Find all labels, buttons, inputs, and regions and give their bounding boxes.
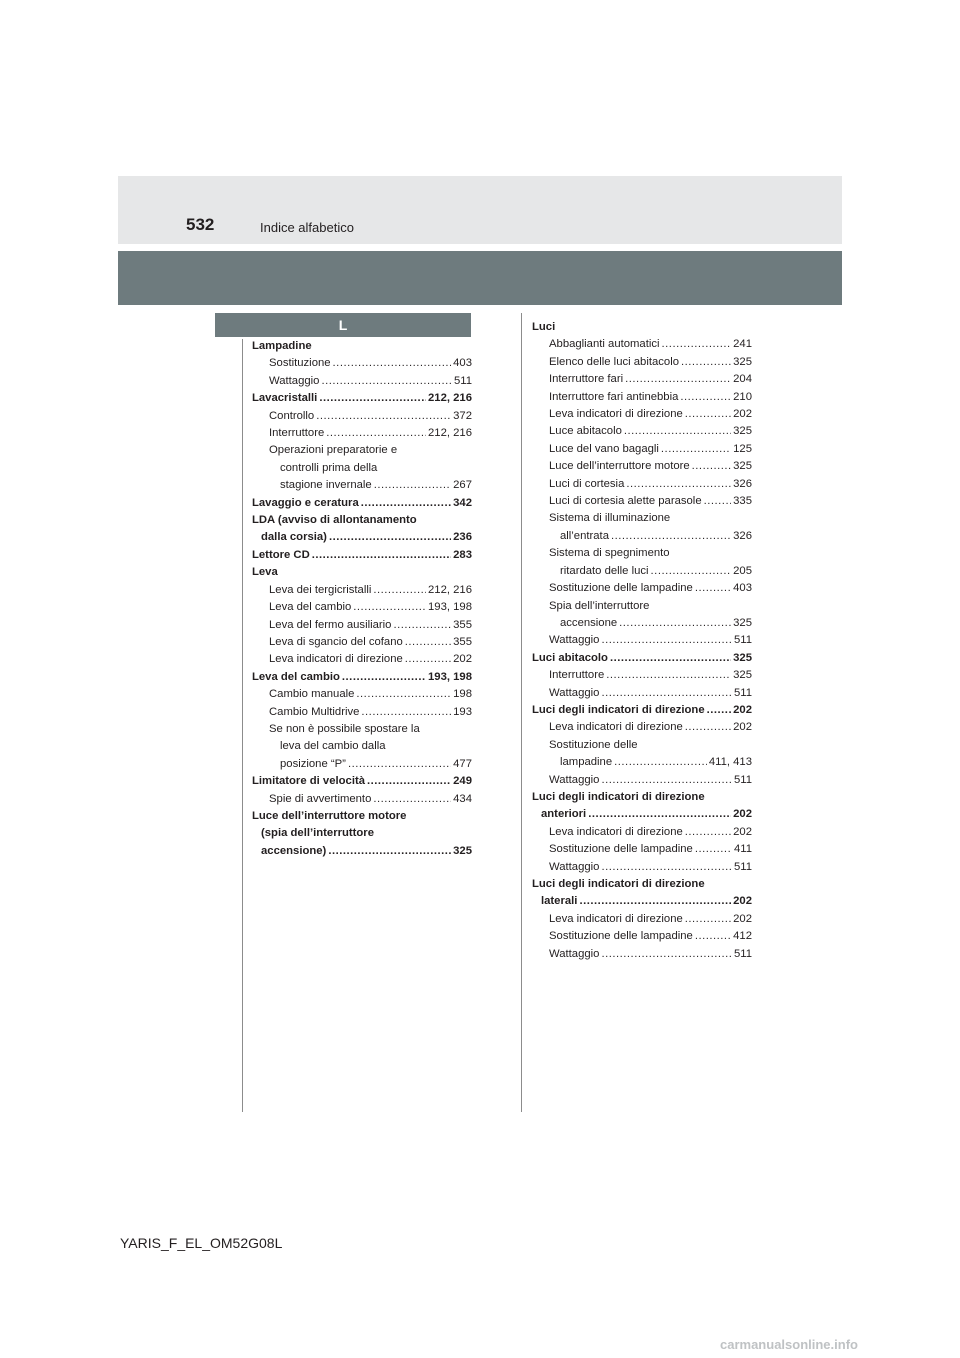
index-entry-page[interactable]: 202: [733, 912, 752, 925]
index-entry-label: Sostituzione: [269, 357, 331, 370]
index-heading: [532, 598, 752, 615]
dot-leader: [588, 806, 731, 823]
index-entry-page[interactable]: 193, 198: [428, 601, 472, 614]
index-entry-label: Elenco delle luci abitacolo: [549, 355, 679, 368]
index-entry-label: posizione “P”: [280, 757, 346, 770]
index-entry-label: Sostituzione delle lampadine: [549, 930, 693, 943]
index-entry-label: laterali: [541, 895, 578, 908]
dot-leader: [601, 772, 732, 789]
index-entry-page[interactable]: 326: [733, 477, 752, 490]
index-entry: [532, 389, 752, 406]
index-entry-page[interactable]: 511: [733, 860, 752, 873]
index-entry-label: Lavacristalli: [252, 392, 318, 405]
dot-leader: [685, 824, 731, 841]
index-entry: [252, 547, 472, 564]
watermark: carmanualsonline.info: [720, 1337, 858, 1352]
dot-leader: [321, 373, 452, 390]
index-entry: [252, 529, 472, 546]
index-entry-label: Leva indicatori di direzione: [549, 408, 683, 421]
dot-leader: [626, 476, 731, 493]
dot-leader: [374, 477, 451, 494]
index-entry: [532, 946, 752, 963]
index-heading: [252, 738, 472, 755]
index-entry-label: Wattaggio: [549, 860, 600, 873]
index-entry-page[interactable]: 193, 198: [428, 670, 472, 683]
index-entry-page[interactable]: 212, 216: [428, 392, 472, 405]
index-entry-label: Sostituzione delle: [549, 738, 638, 751]
index-entry: [532, 632, 752, 649]
dot-leader: [328, 843, 451, 860]
index-entry-label: Leva dei tergicristalli: [269, 583, 372, 596]
index-entry-page[interactable]: 511: [733, 634, 752, 647]
index-entry: [532, 841, 752, 858]
index-entry-page[interactable]: 335: [733, 495, 752, 508]
dot-leader: [367, 773, 451, 790]
index-entry: [532, 528, 752, 545]
index-entry-page[interactable]: 202: [733, 408, 752, 421]
index-entry: [252, 773, 472, 790]
index-entry-page[interactable]: 411, 413: [708, 756, 752, 769]
index-entry: [532, 859, 752, 876]
index-entry: [532, 336, 752, 353]
dot-leader: [373, 582, 426, 599]
dot-leader: [651, 563, 732, 580]
index-entry-page[interactable]: 212, 216: [428, 583, 472, 596]
section-letter-tab: L: [215, 313, 471, 337]
dot-leader: [361, 495, 451, 512]
index-entry: [532, 702, 752, 719]
index-entry: [252, 704, 472, 721]
dot-leader: [342, 669, 426, 686]
header-band: [118, 251, 842, 305]
index-heading: [252, 460, 472, 477]
index-entry-page[interactable]: 403: [453, 357, 472, 370]
index-entry-page[interactable]: 236: [453, 531, 472, 544]
index-entry-page[interactable]: 202: [733, 721, 752, 734]
index-entry: [532, 580, 752, 597]
dot-leader: [356, 686, 451, 703]
index-entry-page[interactable]: 434: [453, 792, 472, 805]
index-entry-label: leva del cambio dalla: [280, 740, 386, 753]
index-entry-label: Interruttore fari: [549, 373, 624, 386]
dot-leader: [611, 528, 731, 545]
index-entry-label: Spia dell’interruttore: [549, 599, 650, 612]
dot-leader: [353, 599, 426, 616]
index-entry-page[interactable]: 372: [453, 409, 472, 422]
index-entry: [532, 806, 752, 823]
dot-leader: [662, 336, 732, 353]
index-entry-label: Luci degli indicatori di direzione: [532, 790, 705, 803]
index-entry-page[interactable]: 325: [733, 651, 752, 664]
index-entry-label: Leva indicatori di direzione: [549, 912, 683, 925]
dot-leader: [680, 389, 731, 406]
index-entry-label: Cambio manuale: [269, 688, 355, 701]
dot-leader: [614, 754, 707, 771]
index-entry-label: controlli prima della: [280, 461, 378, 474]
index-entry-page[interactable]: 205: [733, 564, 752, 577]
index-heading: [532, 510, 752, 527]
index-entry-page[interactable]: 325: [453, 844, 472, 857]
dot-leader: [601, 685, 732, 702]
index-entry-page[interactable]: 326: [733, 529, 752, 542]
index-entry-label: Leva: [252, 566, 278, 579]
index-entry: [532, 650, 752, 667]
index-entry: [532, 754, 752, 771]
index-heading: [532, 737, 752, 754]
dot-leader: [685, 406, 731, 423]
index-entry-label: Wattaggio: [549, 773, 600, 786]
dot-leader: [405, 651, 451, 668]
dot-leader: [373, 791, 451, 808]
dot-leader: [695, 841, 732, 858]
index-entry-label: Limitatore di velocità: [252, 775, 365, 788]
index-heading: [252, 564, 472, 581]
index-entry-label: Interruttore: [549, 669, 605, 682]
index-entry-page[interactable]: 411: [733, 843, 752, 856]
index-entry-label: Sostituzione delle lampadine: [549, 582, 693, 595]
dot-leader: [393, 617, 451, 634]
index-column-left: [252, 338, 472, 860]
index-entry-label: Spie di avvertimento: [269, 792, 372, 805]
index-entry-page[interactable]: 325: [733, 425, 752, 438]
index-entry-label: Se non è possibile spostare la: [269, 722, 420, 735]
index-entry-label: Wattaggio: [269, 374, 320, 387]
index-entry-page[interactable]: 202: [733, 703, 752, 716]
dot-leader: [316, 408, 451, 425]
dot-leader: [610, 650, 731, 667]
dot-leader: [685, 719, 731, 736]
page-title: Indice alfabetico: [260, 220, 354, 235]
index-entry-page[interactable]: 342: [453, 496, 472, 509]
index-entry: [532, 824, 752, 841]
index-entry-label: LDA (avviso di allontanamento: [252, 514, 417, 527]
dot-leader: [361, 704, 451, 721]
index-entry: [252, 651, 472, 668]
index-entry-label: Operazioni preparatorie e: [269, 444, 398, 457]
index-heading: [252, 721, 472, 738]
index-entry-label: ritardato delle luci: [560, 564, 649, 577]
index-entry-label: Interruttore: [269, 427, 325, 440]
index-entry-label: accensione): [261, 844, 327, 857]
index-entry-label: Luce abitacolo: [549, 425, 622, 438]
index-entry-label: Leva indicatori di direzione: [549, 721, 683, 734]
index-entry-page[interactable]: 210: [733, 390, 752, 403]
index-entry: [252, 686, 472, 703]
index-entry-label: all’entrata: [560, 529, 609, 542]
index-entry-label: Lampadine: [252, 340, 312, 352]
index-column-right: [532, 319, 752, 963]
index-heading: [252, 338, 472, 355]
index-heading: [532, 789, 752, 806]
index-entry-page[interactable]: 511: [733, 773, 752, 786]
index-entry-label: Leva indicatori di direzione: [549, 825, 683, 838]
index-entry: [532, 772, 752, 789]
index-entry: [532, 911, 752, 928]
index-entry-label: Sostituzione delle lampadine: [549, 843, 693, 856]
index-entry-page[interactable]: 193: [453, 705, 472, 718]
index-entry-label: Lettore CD: [252, 548, 310, 561]
page-number: 532: [186, 215, 215, 234]
index-entry-label: Wattaggio: [549, 634, 600, 647]
index-entry-label: stagione invernale: [280, 479, 372, 492]
index-entry-label: Luce dell’interruttore motore: [252, 809, 407, 822]
dot-leader: [619, 615, 731, 632]
index-entry: [252, 390, 472, 407]
index-entry: [532, 893, 752, 910]
index-entry-label: Lavaggio e ceratura: [252, 496, 359, 509]
index-entry-label: (spia dell’interruttore: [261, 827, 374, 840]
document-code: YARIS_F_EL_OM52G08L: [120, 1235, 283, 1251]
index-entry: [532, 476, 752, 493]
right-column-rule: [521, 313, 522, 1112]
index-entry-label: Interruttore fari antinebbia: [549, 390, 679, 403]
dot-leader: [695, 928, 731, 945]
index-entry-label: Luci degli indicatori di direzione: [532, 878, 705, 890]
index-heading: [252, 442, 472, 459]
index-entry-page[interactable]: 511: [733, 947, 752, 960]
index-entry-page[interactable]: 403: [733, 582, 752, 595]
index-entry-label: Luci abitacolo: [532, 651, 608, 664]
index-entry: [252, 843, 472, 860]
index-entry-label: Luci degli indicatori di direzione: [532, 703, 705, 716]
index-entry: [252, 425, 472, 442]
index-entry-label: Cambio Multidrive: [269, 705, 360, 718]
index-entry: [252, 408, 472, 425]
dot-leader: [692, 458, 731, 475]
index-heading: [252, 512, 472, 529]
index-entry: [532, 719, 752, 736]
index-entry: [532, 371, 752, 388]
index-entry: [532, 563, 752, 580]
dot-leader: [319, 390, 426, 407]
dot-leader: [681, 354, 731, 371]
index-entry: [532, 406, 752, 423]
index-entry-page[interactable]: 511: [453, 374, 472, 387]
index-entry-page[interactable]: 325: [733, 616, 752, 629]
dot-leader: [695, 580, 731, 597]
index-entry-page[interactable]: 325: [733, 460, 752, 473]
dot-leader: [333, 355, 452, 372]
dot-leader: [601, 632, 732, 649]
dot-leader: [405, 634, 451, 651]
index-entry-page[interactable]: 204: [733, 373, 752, 386]
dot-leader: [601, 946, 732, 963]
index-entry-page[interactable]: 267: [453, 479, 472, 492]
index-entry-label: Leva di sgancio del cofano: [269, 635, 403, 648]
index-entry-label: Luci di cortesia: [549, 477, 625, 490]
index-entry-page[interactable]: 198: [453, 688, 472, 701]
index-entry-page[interactable]: 355: [453, 635, 472, 648]
index-entry: [252, 791, 472, 808]
index-entry-label: Abbaglianti automatici: [549, 338, 660, 351]
index-entry: [252, 355, 472, 372]
index-entry-page[interactable]: 355: [453, 618, 472, 631]
dot-leader: [625, 371, 731, 388]
dot-leader: [326, 425, 426, 442]
index-entry-label: Luci: [532, 321, 556, 333]
index-entry: [252, 599, 472, 616]
index-entry-page[interactable]: 202: [733, 825, 752, 838]
index-entry: [252, 634, 472, 651]
index-entry-page[interactable]: 511: [733, 686, 752, 699]
dot-leader: [661, 441, 731, 458]
index-entry-label: lampadine: [560, 756, 613, 769]
dot-leader: [601, 859, 732, 876]
index-entry-label: Leva indicatori di direzione: [269, 653, 403, 666]
index-heading: [532, 545, 752, 562]
index-entry-page[interactable]: 249: [453, 775, 472, 788]
index-entry-label: Wattaggio: [549, 947, 600, 960]
dot-leader: [312, 547, 451, 564]
index-entry-page[interactable]: 325: [733, 669, 752, 682]
dot-leader: [348, 756, 451, 773]
index-entry-label: Leva del cambio: [252, 670, 340, 683]
index-entry-label: Leva del cambio: [269, 601, 352, 614]
index-entry-label: Luci di cortesia alette parasole: [549, 495, 702, 508]
header-bar: [118, 176, 842, 244]
index-entry: [532, 615, 752, 632]
index-entry: [532, 685, 752, 702]
index-heading: [252, 825, 472, 842]
index-entry-page[interactable]: 412: [733, 930, 752, 943]
dot-leader: [707, 702, 732, 719]
index-entry-page[interactable]: 283: [453, 548, 472, 561]
index-entry: [532, 493, 752, 510]
index-heading: [532, 319, 752, 336]
dot-leader: [624, 423, 731, 440]
dot-leader: [685, 911, 731, 928]
index-entry: [252, 669, 472, 686]
index-entry: [252, 756, 472, 773]
index-entry-label: Leva del fermo ausiliario: [269, 618, 392, 631]
index-entry-page[interactable]: 202: [453, 653, 472, 666]
index-entry: [252, 582, 472, 599]
index-entry-page[interactable]: 202: [733, 808, 752, 821]
index-entry-page[interactable]: 212, 216: [428, 427, 472, 440]
index-entry-page[interactable]: 325: [733, 355, 752, 368]
index-heading: [252, 808, 472, 825]
left-column-rule: [242, 339, 243, 1112]
index-entry-label: Sistema di spegnimento: [549, 547, 670, 560]
index-entry: [532, 423, 752, 440]
index-entry-page[interactable]: 477: [453, 757, 472, 770]
index-entry: [532, 354, 752, 371]
index-entry-label: Wattaggio: [549, 686, 600, 699]
index-entry-label: Sistema di illuminazione: [549, 512, 671, 525]
index-entry: [532, 441, 752, 458]
index-entry-label: dalla corsia): [261, 531, 327, 544]
dot-leader: [704, 493, 732, 510]
index-entry-label: accensione: [560, 616, 618, 629]
index-entry: [252, 617, 472, 634]
dot-leader: [579, 893, 731, 910]
dot-leader: [606, 667, 731, 684]
index-entry: [532, 667, 752, 684]
index-entry-label: Luce dell’interruttore motore: [549, 460, 690, 473]
index-entry: [532, 928, 752, 945]
index-entry-page[interactable]: 202: [733, 895, 752, 908]
index-entry-label: anteriori: [541, 808, 587, 821]
index-entry-page[interactable]: 241: [733, 338, 752, 351]
index-entry-label: Controllo: [269, 409, 315, 422]
dot-leader: [329, 529, 451, 546]
index-entry: [252, 477, 472, 494]
index-entry: [252, 495, 472, 512]
index-entry: [252, 373, 472, 390]
index-entry-page[interactable]: 125: [733, 442, 752, 455]
index-heading: [532, 876, 752, 893]
index-entry-label: Luce del vano bagagli: [549, 442, 659, 455]
index-entry: [532, 458, 752, 475]
